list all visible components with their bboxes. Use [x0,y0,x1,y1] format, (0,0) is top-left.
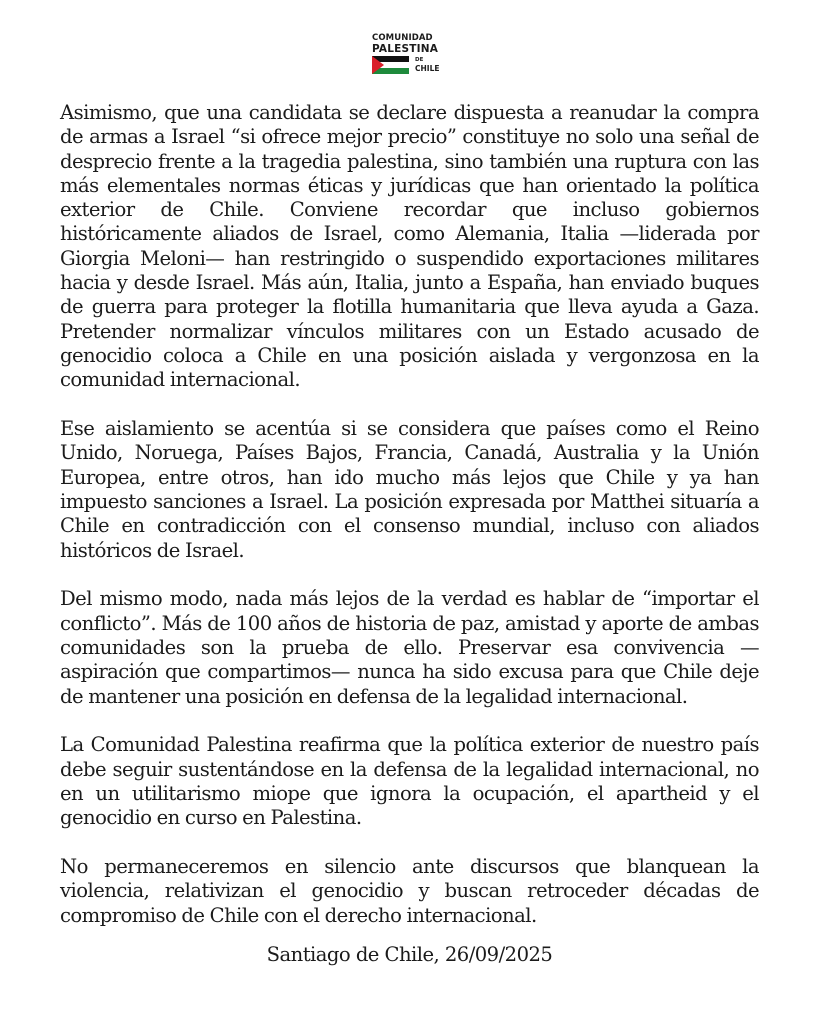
paragraph-isolation: Ese aislamiento se acentúa si se considera que países como el Reino Unido, Noruega, Países Bajos, Francia, Canadá, Australia y la Unión Europea, entre otros, han ido mucho más lejos que Chile y ya han impuesto sanciones a Israel. La posición expresada por Matthei situaría a Chile en contradicción con el consenso mundial, incluso con aliados históricos de Israel. [60,417,759,562]
place-and-date: Santiago de Chile, 26/09/2025 [266,943,553,966]
logo-side-text [415,57,439,73]
logo-text-chile: CHILE [415,64,440,73]
logo-text-de: DE [415,57,424,63]
organization-logo [372,33,452,74]
palestinian-flag-icon [372,56,409,74]
logo-flag-row [372,56,452,74]
statement-body [60,101,759,952]
logo-text-comunidad: COMUNIDAD [372,33,433,43]
logo-text-palestina: PALESTINA [372,43,439,55]
paragraph-reaffirmation: La Comunidad Palestina reafirma que la política exterior de nuestro país debe seguir sustentándose en la defensa de la legalidad internacional, no en un utilitarismo miope que ignora la ocupación, el apartheid y el genocidio en curso en Palestina. [60,733,759,830]
flag-triangle-red [372,56,384,74]
paragraph-importing-conflict: Del mismo modo, nada más lejos de la verdad es hablar de “importar el conflicto”. Más de 100 años de historia de paz, amistad y aporte de ambas comunidades son la prueba de ello. Preservar esa convivencia —aspiración que compartimos— nunca ha sido excusa para que Chile deje de mantener una posición en defensa de la legalidad internacional. [60,587,759,708]
paragraph-closing: No permaneceremos en silencio ante discursos que blanquean la violencia, relativizan el genocidio y buscan retroceder décadas de compromiso de Chile con el derecho internacional. [60,855,759,927]
paragraph-arms-purchase: Asimismo, que una candidata se declare dispuesta a reanudar la compra de armas a Israel “si ofrece mejor precio” constituye no solo una señal de desprecio frente a la tragedia palestina, sino también una ruptura con las más elementales normas éticas y jurídicas que han orientado la política exterior de Chile. Conviene recordar que incluso gobiernos históricamente aliados de Israel, como Alemania, Italia —liderada por Giorgia Meloni— han restringido o suspendido exportaciones militares hacia y desde Israel. Más aún, Italia, junto a España, han enviado buques de guerra para proteger la flotilla humanitaria que lleva ayuda a Gaza. Pretender normalizar vínculos militares con un Estado acusado de genocidio coloca a Chile en una posición aislada y vergonzosa en la comunidad internacional. [60,101,759,392]
